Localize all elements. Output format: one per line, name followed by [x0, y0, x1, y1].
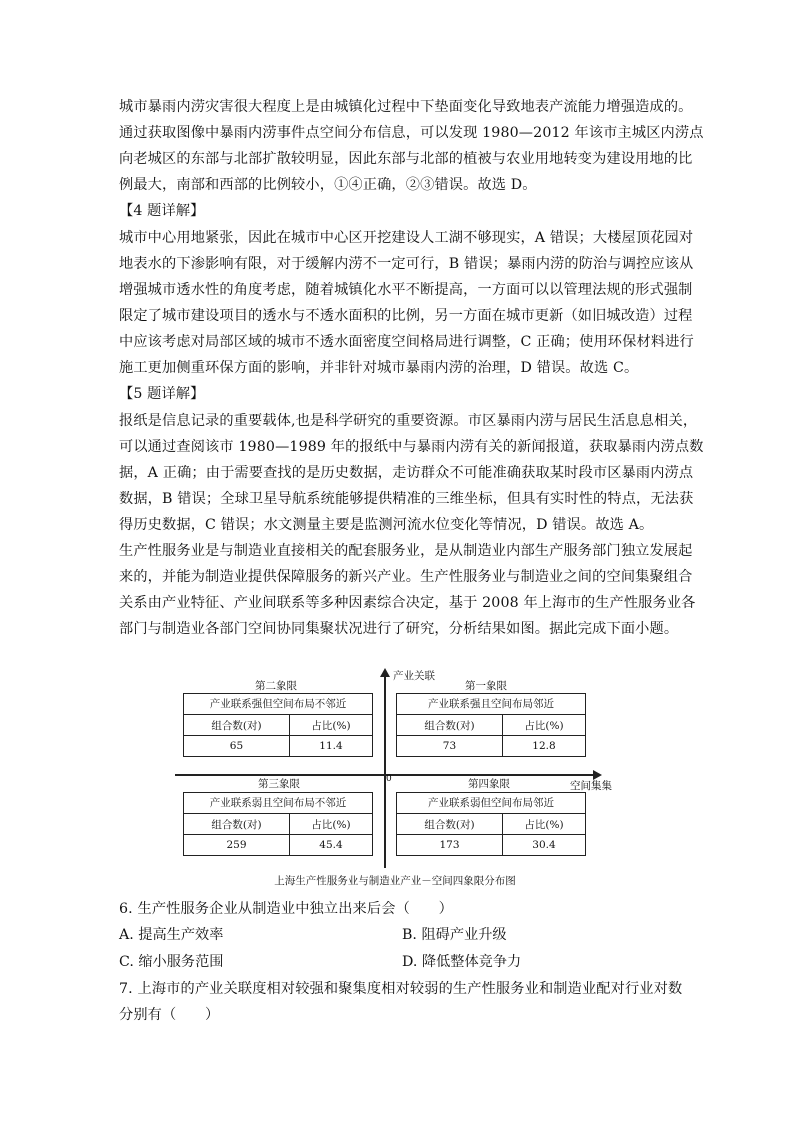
text-line: 向老城区的东部与北部扩散较明显，因此东部与北部的植被与农业用地转变为建设用地的比 [119, 151, 693, 167]
quadrant-4-box [396, 792, 586, 856]
quadrant-3-count: 259 [184, 835, 289, 856]
question-6-stem: 6. 生产性服务企业从制造业中独立出来后会（ ） [119, 901, 453, 917]
quadrant-1-table [397, 715, 585, 756]
y-axis-arrow [380, 668, 390, 677]
quadrant-1-label: 第一象限 [465, 680, 507, 692]
quadrant-4-table [397, 814, 585, 855]
quadrant-2-count: 65 [184, 736, 289, 757]
quadrant-diagram [150, 668, 640, 888]
quadrant-3-label: 第三象限 [258, 778, 300, 790]
text-line: 增强城市透水性的角度考虑，随着城镇化水平不断提高，一方面可以以管理法规的形式强制 [119, 282, 693, 298]
quadrant-3-table [184, 814, 372, 855]
col-count-header: 组合数(对) [211, 719, 262, 732]
text-line: 来的，并能为制造业提供保障服务的新兴产业。生产性服务业与制造业之间的空间集聚组合 [119, 569, 693, 585]
text-line: 例最大，南部和西部的比例较小，①④正确，②③错误。故选 D。 [119, 177, 537, 193]
quadrant-4-label: 第四象限 [468, 778, 510, 790]
quadrant-3-desc: 产业联系弱且空间布局不邻近 [184, 793, 372, 814]
col-pct-header: 占比(%) [289, 814, 372, 835]
section-heading-5: 【5 题详解】 [119, 386, 205, 402]
origin-label: 0 [386, 774, 392, 784]
quadrant-4-count: 173 [397, 835, 502, 856]
text-line: 限定了城市建设项目的透水与不透水面积的比例，另一方面在城市更新（如旧城改造）过程 [119, 308, 693, 324]
text-line: 部门与制造业各部门空间协同集聚状况进行了研究，分析结果如图。据此完成下面小题。 [119, 621, 679, 637]
col-count-header: 组合数(对) [424, 719, 475, 732]
col-pct-header: 占比(%) [502, 814, 585, 835]
question-6-option-c: C. 缩小服务范围 [119, 954, 224, 970]
text-line: 通过获取图像中暴雨内涝事件点空间分布信息，可以发现 1980—2012 年该市主城区内涝点 [119, 125, 704, 141]
col-count-header: 组合数(对) [211, 818, 262, 831]
quadrant-2-table [184, 715, 372, 756]
quadrant-1-pct: 12.8 [502, 736, 585, 757]
y-axis [384, 672, 386, 868]
text-line: 数据，B 错误；全球卫星导航系统能够提供精准的三维坐标，但具有实时性的特点，无法获 [119, 491, 694, 507]
col-pct-header: 占比(%) [502, 715, 585, 736]
quadrant-2-label: 第二象限 [255, 680, 297, 692]
text-line: 关系由产业特征、产业间联系等多种因素综合决定，基于 2008 年上海市的生产性服务业各 [119, 595, 696, 611]
col-pct-header: 占比(%) [289, 715, 372, 736]
quadrant-3-pct: 45.4 [289, 835, 372, 856]
quadrant-1-count: 73 [397, 736, 502, 757]
quadrant-1-box [396, 693, 586, 757]
quadrant-2-pct: 11.4 [289, 736, 372, 757]
text-line: 报纸是信息记录的重要载体,也是科学研究的重要资源。市区暴雨内涝与居民生活息息相关， [119, 413, 698, 429]
x-axis-label: 空间集集 [570, 780, 612, 792]
text-line: 城市暴雨内涝灾害很大程度上是由城镇化过程中下垫面变化导致地表产流能力增强造成的。 [119, 99, 693, 115]
text-line: 中应该考虑对局部区域的城市不透水面密度空间格局进行调整，C 正确；使用环保材料进行 [119, 334, 694, 350]
question-6-option-d: D. 降低整体竞争力 [402, 954, 522, 970]
quadrant-4-pct: 30.4 [502, 835, 585, 856]
text-line: 生产性服务业是与制造业直接相关的配套服务业，是从制造业内部生产服务部门独立发展起 [119, 543, 693, 559]
quadrant-2-box [183, 693, 373, 757]
diagram-caption: 上海生产性服务业与制造业产业－空间四象限分布图 [274, 875, 516, 887]
quadrant-1-desc: 产业联系强且空间布局邻近 [397, 694, 585, 715]
col-count-header: 组合数(对) [424, 818, 475, 831]
text-line: 可以通过查阅该市 1980—1989 年的报纸中与暴雨内涝有关的新闻报道，获取暴雨内涝点数 [119, 439, 704, 455]
quadrant-4-desc: 产业联系弱但空间布局邻近 [397, 793, 585, 814]
section-heading-4: 【4 题详解】 [119, 203, 205, 219]
question-6-option-b: B. 阻碍产业升级 [402, 927, 507, 943]
quadrant-3-box [183, 792, 373, 856]
text-line: 城市中心用地紧张，因此在城市中心区开挖建设人工湖不够现实，A 错误；大楼屋顶花园对 [119, 230, 694, 246]
question-6-option-a: A. 提高生产效率 [119, 927, 224, 943]
y-axis-label: 产业关联 [393, 670, 435, 682]
text-line: 据，A 正确；由于需要查找的是历史数据，走访群众不可能准确获取某时段市区暴雨内涝点 [119, 465, 694, 481]
question-7-stem-line-2: 分别有（ ） [119, 1007, 220, 1023]
text-line: 得历史数据，C 错误；水文测量主要是监测河流水位变化等情况，D 错误。故选 A。 [119, 517, 654, 533]
text-line: 地表水的下渗影响有限，对于缓解内涝不一定可行，B 错误；暴雨内涝的防治与调控应该从 [119, 256, 694, 272]
question-7-stem-line-1: 7. 上海市的产业关联度相对较强和聚集度相对较弱的生产性服务业和制造业配对行业对数 [119, 981, 683, 997]
quadrant-2-desc: 产业联系强但空间布局不邻近 [184, 694, 372, 715]
text-line: 施工更加侧重环保方面的影响，并非针对城市暴雨内涝的治理，D 错误。故选 C。 [119, 360, 639, 376]
